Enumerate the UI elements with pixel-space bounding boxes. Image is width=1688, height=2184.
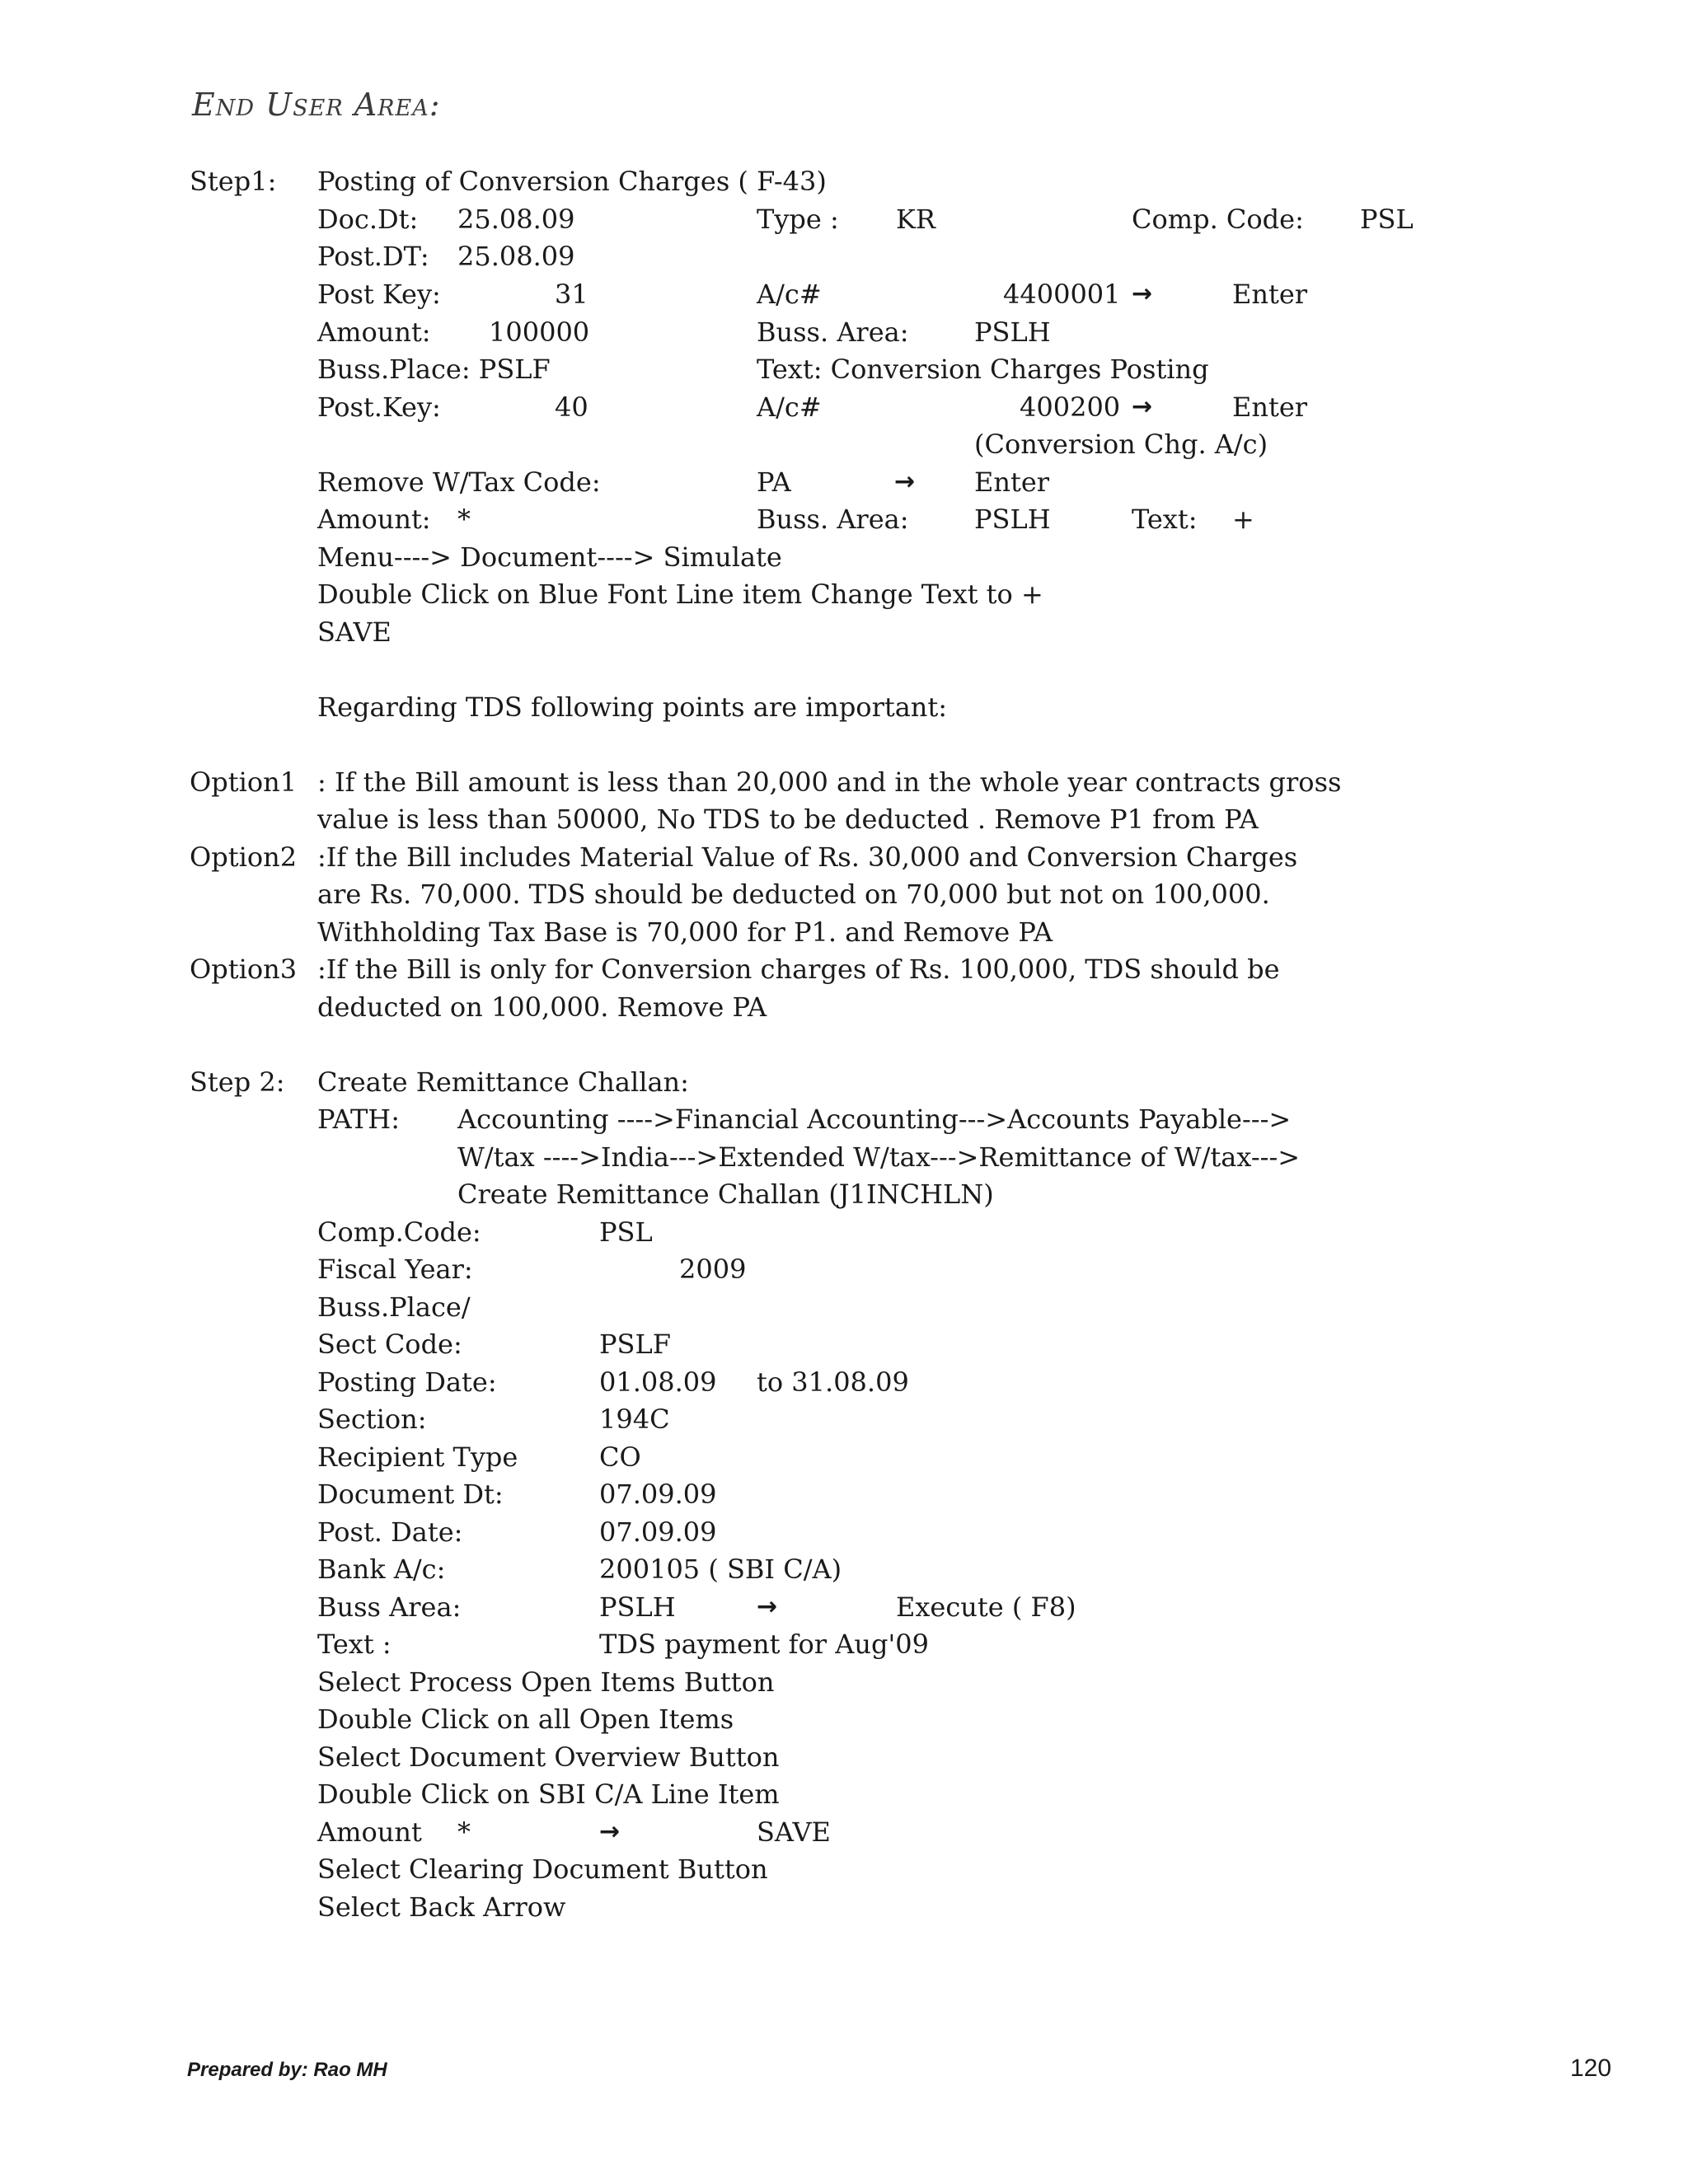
fiscal-year-value: 2009	[679, 1254, 747, 1285]
account-label: A/c#	[757, 391, 822, 423]
document-date-label: Document Dt:	[317, 1479, 504, 1510]
path-label: PATH:	[317, 1104, 400, 1135]
path-line: Accounting ---->Financial Accounting--->Accounts Payable--->	[457, 1104, 1292, 1135]
comp-code-label: Comp. Code:	[1132, 204, 1304, 235]
business-area-value: PSLH	[599, 1591, 676, 1623]
execute-instruction: Execute ( F8)	[896, 1591, 1076, 1623]
post-key-label: Post.Key:	[317, 391, 441, 423]
business-area-value: PSLH	[974, 504, 1051, 535]
text-value: TDS payment for Aug'09	[599, 1629, 929, 1660]
amount-value: *	[457, 504, 471, 535]
section-code-label: Sect Code:	[317, 1329, 462, 1360]
arrow-right-icon: →	[757, 1592, 778, 1621]
arrow-right-icon: →	[599, 1817, 621, 1846]
bank-account-label: Bank A/c:	[317, 1554, 446, 1585]
path-line: Create Remittance Challan (J1INCHLN)	[457, 1179, 994, 1210]
enter-key-label: Enter	[1232, 391, 1308, 423]
option-text: Withholding Tax Base is 70,000 for P1. and Remove PA	[317, 916, 1053, 948]
save-instruction: SAVE	[317, 616, 392, 648]
business-area-label: Buss. Area:	[757, 504, 909, 535]
arrow-right-icon: →	[894, 467, 916, 496]
doc-type-value: KR	[896, 204, 935, 235]
post-date-label: Post. Date:	[317, 1516, 463, 1548]
save-instruction: SAVE	[757, 1816, 831, 1848]
text-label: Text :	[317, 1629, 392, 1660]
step2-title: Create Remittance Challan:	[317, 1066, 689, 1098]
path-line: W/tax ---->India--->Extended W/tax--->Remittance of W/tax--->	[457, 1141, 1301, 1173]
account-note: (Conversion Chg. A/c)	[974, 429, 1268, 460]
arrow-right-icon: →	[1132, 392, 1153, 421]
fiscal-year-label: Fiscal Year:	[317, 1254, 473, 1285]
step2-label: Step 2:	[190, 1066, 285, 1098]
post-date-value: 25.08.09	[457, 241, 575, 272]
instruction-line: Double Click on all Open Items	[317, 1704, 734, 1735]
prepared-by: Prepared by: Rao MH	[187, 2059, 387, 2081]
amount-value: *	[457, 1816, 471, 1848]
post-date-label: Post.DT:	[317, 241, 429, 272]
recipient-type-value: CO	[599, 1441, 641, 1473]
option-label: Option3	[190, 954, 298, 985]
account-label: A/c#	[757, 279, 822, 310]
text-label: Text:	[1132, 504, 1198, 535]
option-text: are Rs. 70,000. TDS should be deducted on 70,000 but not on 100,000.	[317, 879, 1270, 910]
doc-date-label: Doc.Dt:	[317, 204, 419, 235]
instruction-line: Double Click on Blue Font Line item Change Text to +	[317, 579, 1043, 610]
option-text: value is less than 50000, No TDS to be deducted . Remove P1 from PA	[317, 804, 1259, 835]
post-key-value: 31	[555, 279, 588, 310]
instruction-line: Double Click on SBI C/A Line Item	[317, 1779, 780, 1810]
section-label: Section:	[317, 1404, 427, 1435]
comp-code-label: Comp.Code:	[317, 1216, 481, 1248]
amount-value: 100000	[489, 316, 590, 348]
business-place-label: Buss.Place/	[317, 1291, 471, 1323]
option-text: :If the Bill is only for Conversion charges of Rs. 100,000, TDS should be	[317, 954, 1280, 985]
account-value: 400200	[1020, 391, 1121, 423]
page-heading: End User Area:	[192, 87, 441, 123]
option-text: :If the Bill includes Material Value of Rs. 30,000 and Conversion Charges	[317, 841, 1298, 873]
business-place: Buss.Place: PSLF	[317, 354, 551, 385]
amount-label: Amount:	[317, 504, 431, 535]
comp-code-value: PSL	[599, 1216, 653, 1248]
option-text: deducted on 100,000. Remove PA	[317, 991, 767, 1023]
option-text: : If the Bill amount is less than 20,000 and in the whole year contracts gross	[317, 766, 1342, 798]
page-number: 120	[1570, 2055, 1612, 2082]
document-date-value: 07.09.09	[599, 1479, 717, 1510]
posting-date-label: Posting Date:	[317, 1366, 497, 1398]
post-key-value: 40	[555, 391, 588, 423]
comp-code-value: PSL	[1360, 204, 1414, 235]
business-area-label: Buss. Area:	[757, 316, 909, 348]
enter-key-label: Enter	[1232, 279, 1308, 310]
account-value: 4400001	[1003, 279, 1121, 310]
section-code-value: PSLF	[599, 1329, 671, 1360]
instruction-line: Select Clearing Document Button	[317, 1854, 768, 1885]
remove-wtax-label: Remove W/Tax Code:	[317, 466, 601, 498]
instruction-line: Select Back Arrow	[317, 1891, 566, 1923]
doc-date-value: 25.08.09	[457, 204, 575, 235]
amount-label: Amount	[317, 1816, 422, 1848]
tds-intro: Regarding TDS following points are important:	[317, 691, 948, 723]
section-value: 194C	[599, 1404, 670, 1435]
posting-text: Text: Conversion Charges Posting	[757, 354, 1209, 385]
doc-type-label: Type :	[757, 204, 839, 235]
instruction-line: Select Document Overview Button	[317, 1741, 780, 1773]
business-area-label: Buss Area:	[317, 1591, 462, 1623]
business-area-value: PSLH	[974, 316, 1051, 348]
menu-path: Menu----> Document----> Simulate	[317, 541, 782, 573]
instruction-line: Select Process Open Items Button	[317, 1666, 775, 1698]
wtax-code: PA	[757, 466, 791, 498]
text-value: +	[1232, 504, 1254, 535]
posting-date-from: 01.08.09	[599, 1366, 717, 1398]
post-date-value: 07.09.09	[599, 1516, 717, 1548]
step1-label: Step1:	[190, 166, 277, 197]
option-label: Option1	[190, 766, 298, 798]
recipient-type-label: Recipient Type	[317, 1441, 518, 1473]
step1-title: Posting of Conversion Charges ( F-43)	[317, 166, 827, 197]
arrow-right-icon: →	[1132, 279, 1153, 308]
enter-key-label: Enter	[974, 466, 1050, 498]
posting-date-to: to 31.08.09	[757, 1366, 909, 1398]
post-key-label: Post Key:	[317, 279, 441, 310]
amount-label: Amount:	[317, 316, 431, 348]
option-label: Option2	[190, 841, 298, 873]
bank-account-value: 200105 ( SBI C/A)	[599, 1554, 842, 1585]
